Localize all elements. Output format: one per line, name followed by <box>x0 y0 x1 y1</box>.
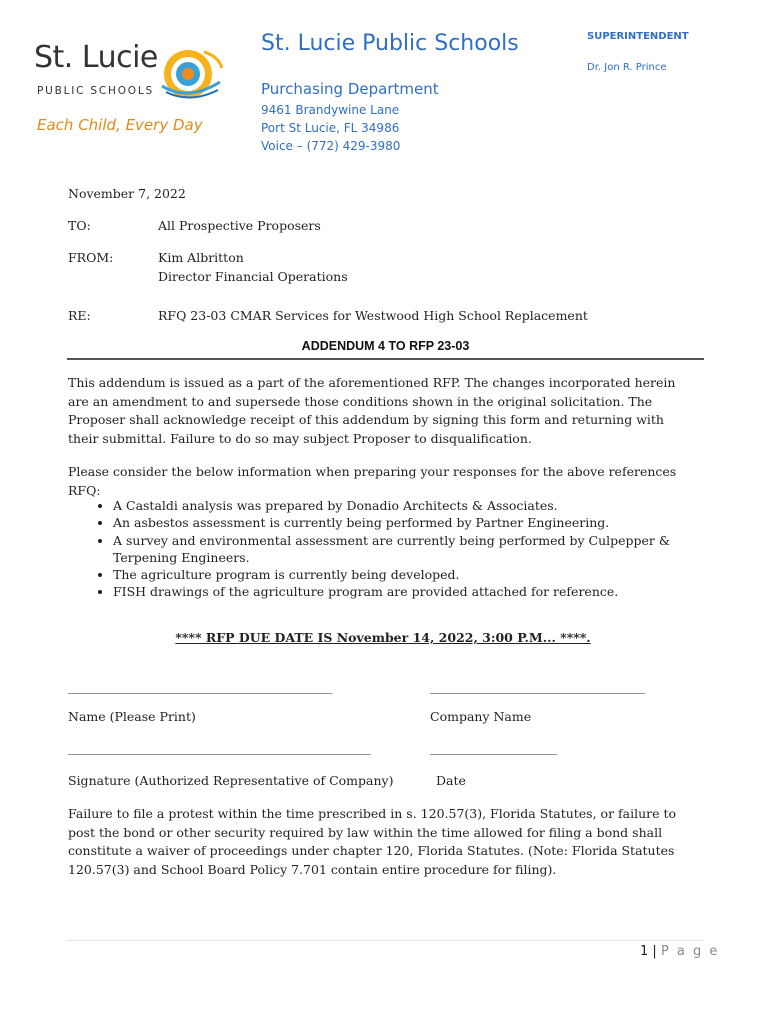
logo-name: St. Lucie <box>34 40 158 75</box>
name-label: Name (Please Print) <box>68 709 196 724</box>
date-label: Date <box>436 773 466 788</box>
from-name: Kim Albritton <box>158 250 244 265</box>
from-title: Director Financial Operations <box>158 269 348 284</box>
company-signature-line: _______________________________________ <box>430 680 645 694</box>
signature-label: Signature (Authorized Representative of Company) <box>68 773 394 788</box>
logo-subtitle: PUBLIC SCHOOLS <box>37 85 154 97</box>
page-separator: | <box>652 944 657 959</box>
re-value: RFQ 23-03 CMAR Services for Westwood High School Replacement <box>158 308 588 323</box>
protest-paragraph: Failure to file a protest within the time prescribed in s. 120.57(3), Florida Statutes, or failure to post the bond or other security required by law within the time allowed for filing a bond shall constitute a waiver of proceedings under chapter 120, Florida Statutes. (Note: Florida Statutes 120.57(3) and School Board Policy 7.701 contain entire procedure for filing). <box>68 806 677 877</box>
addendum-title: ADDENDUM 4 TO RFP 23-03 <box>301 339 470 353</box>
sun-logo-icon <box>158 42 226 102</box>
footer-divider <box>67 940 704 941</box>
title-divider <box>67 358 704 360</box>
date-signature-line: _______________________ <box>430 741 557 755</box>
company-label: Company Name <box>430 709 532 724</box>
intro-paragraph: This addendum is issued as a part of the aforementioned RFP. The changes incorporated herein are an amendment to and supersede those conditions shown in the original solicitation. The Proposer shall acknowledge receipt of this addendum by signing this form and returning with their submittal. Failure to do so may subject Proposer to disqualification. <box>68 375 676 446</box>
memo-date: November 7, 2022 <box>68 186 186 201</box>
superintendent-name: Dr. Jon R. Prince <box>587 62 667 73</box>
list-item: • The agriculture program is currently being developed. <box>113 566 708 583</box>
list-item: • FISH drawings of the agriculture program are provided attached for reference. <box>113 583 708 600</box>
page-word: P a g e <box>660 944 720 959</box>
page-number-value: 1 <box>640 944 649 959</box>
authorized-signature-line: _______________________________________________________ <box>68 741 371 755</box>
superintendent-label: SUPERINTENDENT <box>587 31 689 42</box>
re-label: RE: <box>68 308 91 323</box>
list-item: • A survey and environmental assessment are currently being performed by Culpepper & Terpening Engineers. <box>113 532 708 567</box>
from-label: FROM: <box>68 250 114 265</box>
district-title: St. Lucie Public Schools <box>261 31 519 56</box>
department-address <box>261 101 400 155</box>
address-line2: Port St Lucie, FL 34986 <box>261 121 400 135</box>
list-item: • An asbestos assessment is currently being performed by Partner Engineering. <box>113 514 708 531</box>
info-bullet-list <box>68 497 708 601</box>
address-line1: 9461 Brandywine Lane <box>261 103 400 117</box>
due-date-notice: **** RFP DUE DATE IS November 14, 2022, 3:00 P.M... ****. <box>175 630 591 645</box>
to-value: All Prospective Proposers <box>158 218 321 233</box>
department-name: Purchasing Department <box>261 80 439 98</box>
consider-line: Please consider the below information when preparing your responses for the above references RFQ: <box>68 464 677 498</box>
phone-number: Voice – (772) 429-3980 <box>261 139 401 153</box>
list-item: • A Castaldi analysis was prepared by Donadio Architects & Associates. <box>113 497 708 514</box>
name-signature-line: ________________________________________________ <box>68 680 332 694</box>
logo-tagline: Each Child, Every Day <box>37 116 203 134</box>
to-label: TO: <box>68 218 91 233</box>
page-number <box>640 944 719 959</box>
